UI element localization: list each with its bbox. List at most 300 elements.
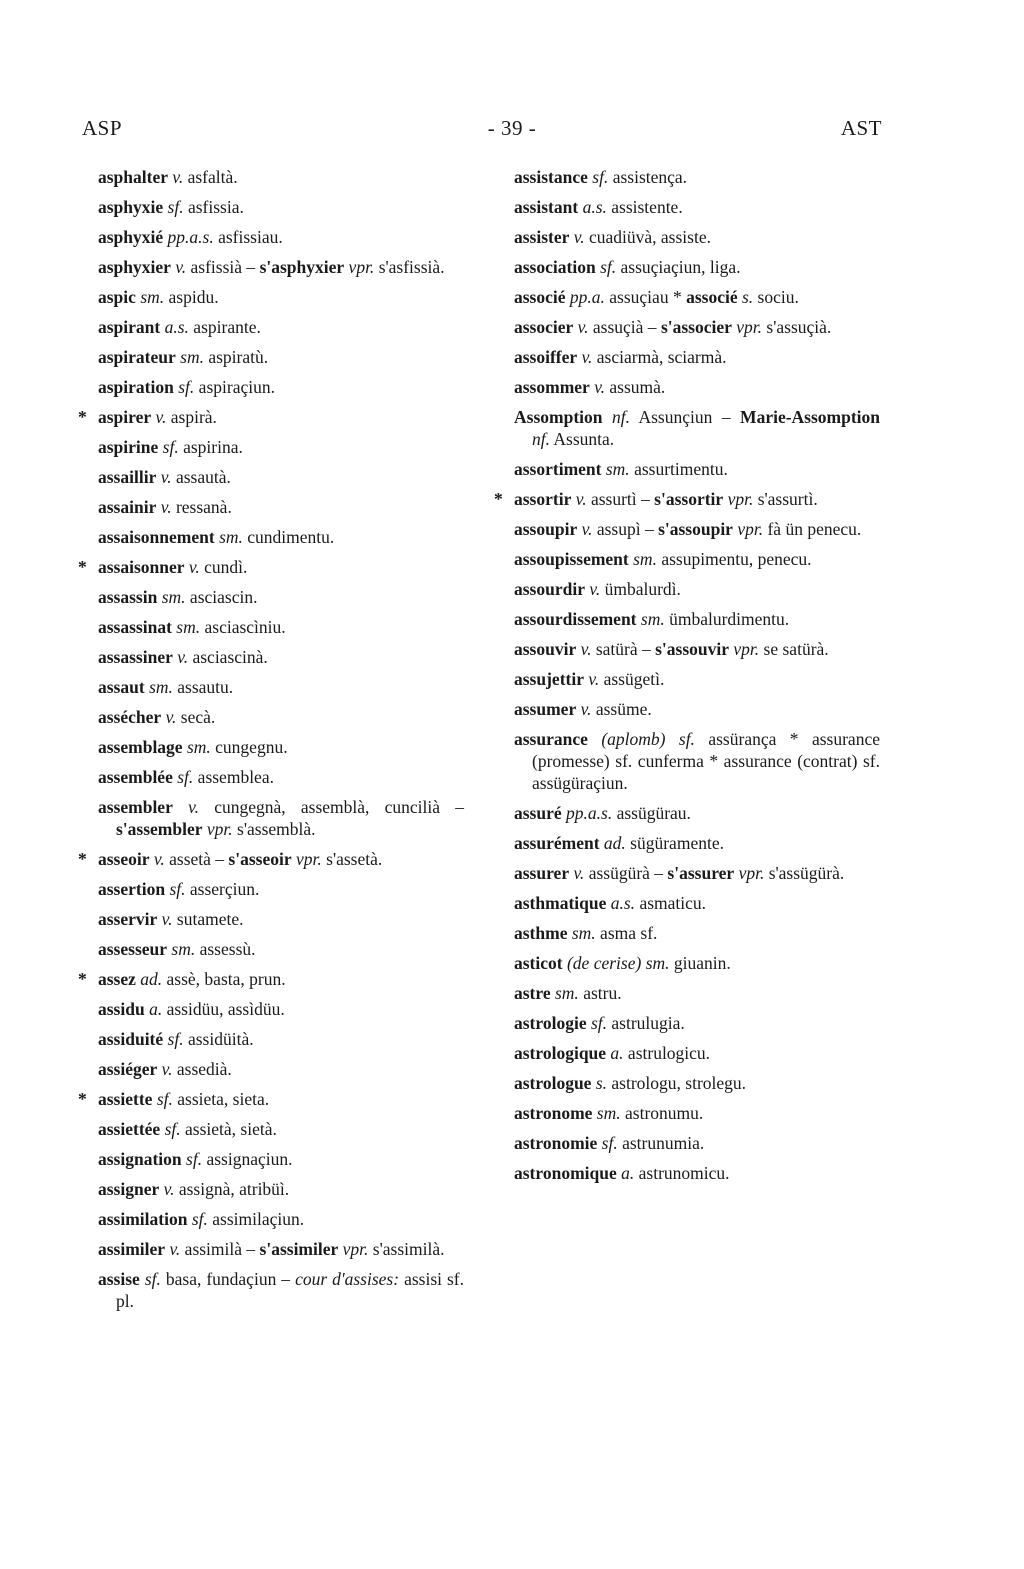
dictionary-entry [80,1208,464,1230]
entry-hw: assujettir [514,669,584,689]
entry-hw: assigner [98,1179,160,1199]
entry-subtr: s'assügürà. [768,863,845,883]
dictionary-entry [80,286,464,308]
entry-pos: sm. [149,677,173,697]
entry-tr: astrunomicu. [638,1163,730,1183]
dictionary-entry [80,1088,464,1110]
dictionary-entry [496,226,880,248]
entry-sub: Marie-Assomption [740,407,881,427]
entry-tr: assupì – [596,519,654,539]
entry-pos: v. [188,557,200,577]
dictionary-entry [80,736,464,758]
entry-tr: asciascìniu. [204,617,286,637]
entry-pos: v. [577,317,589,337]
dictionary-entry [496,518,880,540]
entry-pos: sf. [592,167,609,187]
entry-hw: astre [514,983,551,1003]
entry-pos: ad. [140,969,163,989]
entry-tr: astru. [583,983,622,1003]
entry-pos: v. [153,849,165,869]
dictionary-entry [496,862,880,884]
dictionary-entry [496,1162,880,1184]
entry-subtr: s'assurtì. [757,489,818,509]
dictionary-entry [496,316,880,338]
entry-tr: assautà. [175,467,231,487]
entry-tr: assupimentu, penecu. [661,549,812,569]
entry-subtr: sociu. [757,287,799,307]
entry-hw: asthmatique [514,893,607,913]
entry-subtr: fà ün penecu. [767,519,862,539]
entry-hw: asphyxie [98,197,164,217]
entry-pos: (aplomb) sf. [601,729,695,749]
entry-star: * [78,557,87,577]
entry-tr: ressanà. [175,497,232,517]
entry-pos: nf. [611,407,630,427]
entry-hw: assiéger [98,1059,158,1079]
dictionary-entry [496,638,880,660]
entry-pos: v. [175,257,187,277]
entry-pos: v. [581,519,593,539]
entry-pos: sm. [186,737,211,757]
entry-tr: assuçiau * [609,287,682,307]
entry-hw: assesseur [98,939,168,959]
dictionary-entry [80,1148,464,1170]
entry-star: * [78,849,87,869]
entry-tr: assügetì. [603,669,665,689]
entry-sub: s'assortir [654,489,724,509]
entry-pos: v. [160,497,172,517]
entry-pos: v. [594,377,606,397]
dictionary-entry [496,608,880,630]
entry-hw: assignation [98,1149,182,1169]
entry-pos: sm. [219,527,243,547]
entry-pos: v. [588,669,600,689]
entry-subtr: s'assimilà. [372,1239,445,1259]
dictionary-entry [496,952,880,974]
entry-pos: v. [589,579,601,599]
dictionary-entry [80,998,464,1020]
dictionary-entry [80,1058,464,1080]
entry-hw: Assomption [514,407,603,427]
entry-subpos: vpr. [736,317,763,337]
dictionary-entry [496,196,880,218]
entry-pos: v. [580,699,592,719]
dictionary-entry [80,376,464,398]
entry-star: * [494,489,503,509]
left-column [80,166,464,1320]
dictionary-entry [496,256,880,278]
dictionary-entry [80,1118,464,1140]
entry-tr: assedià. [176,1059,232,1079]
entry-hw: assourdir [514,579,585,599]
entry-tr: assidüità. [187,1029,254,1049]
entry-subtr: Assunta. [553,429,615,449]
entry-sub: s'assoupir [658,519,733,539]
entry-pos: sf. [178,377,195,397]
entry-pos: a. [610,1043,624,1063]
entry-hw: associé [514,287,566,307]
entry-tr: assignà, atribüì. [178,1179,290,1199]
entry-pos: v. [165,707,177,727]
entry-tr: asfissiau. [218,227,283,247]
entry-tr: sügüramente. [630,833,724,853]
entry-subtr: s'asfissià. [378,257,445,277]
entry-pos: sm. [171,939,196,959]
dictionary-entry [80,166,464,188]
dictionary-entry [80,1028,464,1050]
entry-pos: v. [161,1059,173,1079]
entry-tr: cuadiüvà, assiste. [589,227,711,247]
entry-tr: assignaçiun. [206,1149,293,1169]
dictionary-entry [80,1268,464,1312]
entry-hw: astronomique [514,1163,617,1183]
entry-pos: v. [573,227,585,247]
dictionary-entry [80,766,464,788]
entry-subpos: vpr. [348,257,375,277]
entry-tr: cungegnà, assemblà, cuncilià – [214,797,465,817]
dictionary-entry [80,1178,464,1200]
dictionary-entry [80,586,464,608]
dictionary-entry [80,938,464,960]
entry-tr: asciascin. [189,587,258,607]
entry-pos: v. [573,863,585,883]
entry-tr: astrulugia. [611,1013,685,1033]
entry-hw: assez [98,969,136,989]
entry-pos: v. [163,1179,175,1199]
entry-tr: aspiratù. [208,347,269,367]
entry-hw: assourdissement [514,609,637,629]
dictionary-entry [496,1012,880,1034]
entry-tr: satürà – [595,639,651,659]
entry-tr: asfissià – [190,257,256,277]
entry-pos: sm. [605,459,630,479]
entry-tr: assimilà – [184,1239,256,1259]
entry-hw: assumer [514,699,577,719]
entry-hw: astrologue [514,1073,592,1093]
entry-sub: s'assurer [667,863,735,883]
entry-tr: secà. [180,707,216,727]
entry-sub: s'assouvir [655,639,730,659]
entry-subpos: vpr. [206,819,233,839]
dictionary-entry [80,848,464,870]
dictionary-entry [496,1042,880,1064]
dictionary-entry [80,346,464,368]
entry-hw: assassiner [98,647,173,667]
entry-pos: s. [595,1073,608,1093]
entry-hw: assurer [514,863,570,883]
entry-star: * [78,407,87,427]
entry-hw: asphyxier [98,257,171,277]
entry-tr: asserçiun. [189,879,260,899]
entry-tr: cundì. [204,557,248,577]
entry-subpos: vpr. [738,863,765,883]
entry-tr: aspirante. [193,317,261,337]
entry-tr: asma sf. [600,923,658,943]
entry-tr: assurtimentu. [634,459,728,479]
entry-hw: assuré [514,803,562,823]
entry-tr: aspiraçiun. [198,377,275,397]
entry-hw: assaillir [98,467,157,487]
dictionary-entry [496,578,880,600]
entry-pos: sf. [191,1209,208,1229]
entry-star: * [78,969,87,989]
dictionary-entry [496,1132,880,1154]
entry-hw: assister [514,227,570,247]
dictionary-entry [80,436,464,458]
dictionary-entry [80,256,464,278]
entry-hw: assassinat [98,617,172,637]
entry-tr: astrologu, strolegu. [611,1073,747,1093]
entry-pos: (de cerise) sm. [566,953,670,973]
entry-hw: assistance [514,167,588,187]
entry-hw: assaisonnement [98,527,215,547]
entry-sub: s'assembler [116,819,203,839]
entry-tr: assè, basta, prun. [166,969,286,989]
entry-subpos: vpr. [733,639,760,659]
entry-tr: sutamete. [176,909,244,929]
entry-tr: assürança * assurance (promesse) sf. cunferma * assurance (contrat) sf. assügüraçiun. [532,729,880,793]
entry-tr: astrulogicu. [627,1043,711,1063]
entry-tr: assüme. [595,699,652,719]
dictionary-entry [496,698,880,720]
entry-sub: associé [686,287,738,307]
dictionary-entry [496,488,880,510]
dictionary-entry [80,646,464,668]
entry-hw: assouvir [514,639,577,659]
entry-pos: a.s. [610,893,636,913]
dictionary-entry [496,668,880,690]
entry-hw: asthme [514,923,568,943]
entry-hw: aspiration [98,377,174,397]
entry-pos: a.s. [164,317,189,337]
dictionary-entry [80,316,464,338]
entry-pos: sf. [590,1013,608,1033]
dictionary-entry [496,1102,880,1124]
dictionary-entry [80,706,464,728]
entry-tr: asfaltà. [187,167,238,187]
entry-hw: asseoir [98,849,150,869]
entry-sub: s'asseoir [228,849,292,869]
entry-hw: assembler [98,797,173,817]
entry-tr: ümbalurdì. [604,579,681,599]
entry-pos: sf. [164,1119,181,1139]
dictionary-entry [80,796,464,840]
entry-pos: sf. [156,1089,173,1109]
entry-tr: assügürau. [616,803,691,823]
dictionary-entry [496,458,880,480]
entry-pos: v. [160,467,172,487]
dictionary-entry [80,1238,464,1260]
entry-pos: pp.a.s. [167,227,214,247]
entry-tr: basa, fundaçiun – [165,1269,291,1289]
entry-pos: v. [172,167,184,187]
entry-tr: assurtì – [590,489,650,509]
entry-tr: Assunçiun – [638,407,731,427]
entry-pos: v. [177,647,189,667]
page-number: - 39 - [487,116,537,140]
entry-sub: s'assimiler [259,1239,339,1259]
entry-tr: assessù. [199,939,256,959]
entry-pos: sm. [554,983,579,1003]
entry-pos: sf. [600,257,617,277]
entry-tr: assügürà – [588,863,664,883]
entry-subpos: vpr. [727,489,754,509]
entry-tr: asmaticu. [639,893,707,913]
entry-hw: assistant [514,197,579,217]
entry-tr: asciarmà, sciarmà. [596,347,727,367]
entry-subtr: s'assuçià. [766,317,832,337]
dictionary-entry [496,1072,880,1094]
entry-hw: assommer [514,377,590,397]
entry-hw: astrologique [514,1043,607,1063]
dictionary-entry [80,526,464,548]
entry-pos: v. [161,909,173,929]
entry-subtr: assisi sf. pl. [116,1269,465,1311]
entry-tr: aspidu. [168,287,219,307]
entry-pos: sf. [177,767,194,787]
entry-sub: s'associer [660,317,732,337]
entry-hw: assoupissement [514,549,629,569]
entry-pos: v. [581,347,593,367]
entry-tr: assistença. [612,167,688,187]
entry-hw: assoiffer [514,347,578,367]
entry-subpos: cour d'assises: [295,1269,400,1289]
dictionary-entry [496,832,880,854]
entry-tr: assuçià – [592,317,657,337]
entry-tr: ümbalurdimentu. [669,609,790,629]
entry-pos: v. [155,407,167,427]
entry-pos: sf. [169,879,186,899]
entry-hw: assertion [98,879,166,899]
entry-tr: astronumu. [625,1103,704,1123]
entry-tr: assistente. [611,197,683,217]
dictionary-entry [496,802,880,824]
entry-subtr: s'assetà. [326,849,383,869]
entry-hw: assiduité [98,1029,164,1049]
dictionary-entry [496,286,880,308]
entry-pos: sm. [633,549,657,569]
dictionary-entry [80,908,464,930]
entry-hw: asphyxié [98,227,164,247]
entry-pos: v. [188,797,199,817]
entry-hw: astrologie [514,1013,587,1033]
entry-hw: assimilation [98,1209,188,1229]
dictionary-entry [496,548,880,570]
entry-tr: giuanin. [673,953,731,973]
entry-hw: assise [98,1269,140,1289]
entry-subpos: s. [741,287,754,307]
entry-hw: aspirine [98,437,159,457]
entry-pos: sm. [180,347,204,367]
entry-pos: sf. [167,197,184,217]
dictionary-entry [496,922,880,944]
entry-hw: assortiment [514,459,602,479]
entry-tr: assimilaçiun. [212,1209,305,1229]
entry-hw: association [514,257,596,277]
entry-subpos: vpr. [737,519,764,539]
entry-pos: v. [580,639,592,659]
right-column [496,166,880,1192]
running-head-left: ASP [82,116,123,140]
entry-pos: sm. [571,923,596,943]
entry-tr: assumà. [609,377,666,397]
dictionary-entry [80,676,464,698]
entry-tr: assuçiaçiun, liga. [620,257,741,277]
entry-pos: sf. [186,1149,203,1169]
entry-subtr: se satürà. [763,639,829,659]
entry-pos: sm. [161,587,186,607]
dictionary-entry [80,466,464,488]
entry-hw: asservir [98,909,158,929]
entry-pos: sm. [176,617,201,637]
dictionary-entry [80,196,464,218]
dictionary-entry [80,878,464,900]
dictionary-entry [496,982,880,1004]
entry-pos: a.s. [582,197,607,217]
entry-pos: v. [575,489,587,509]
entry-pos: sm. [140,287,165,307]
dictionary-entry [80,968,464,990]
entry-pos: sf. [144,1269,161,1289]
dictionary-entry [80,406,464,428]
entry-hw: assemblée [98,767,173,787]
dictionary-entry [496,892,880,914]
entry-tr: assietà, sietà. [185,1119,277,1139]
entry-pos: pp.a.s. [566,803,613,823]
entry-pos: v. [169,1239,181,1259]
entry-hw: assiette [98,1089,153,1109]
entry-hw: assoupir [514,519,578,539]
entry-pos: a. [621,1163,635,1183]
entry-hw: assidu [98,999,145,1019]
entry-tr: assautu. [177,677,234,697]
entry-subtr: s'assemblà. [237,819,316,839]
dictionary-entry [496,346,880,368]
dictionary-entry [496,728,880,794]
entry-sub: s'asphyxier [259,257,345,277]
entry-tr: aspirina. [183,437,243,457]
entry-tr: asciascinà. [192,647,268,667]
entry-tr: cundimentu. [247,527,335,547]
entry-pos: sf. [167,1029,184,1049]
entry-hw: assortir [514,489,572,509]
entry-hw: astronomie [514,1133,598,1153]
entry-hw: assimiler [98,1239,166,1259]
entry-hw: assaut [98,677,145,697]
entry-hw: assécher [98,707,162,727]
entry-hw: aspirer [98,407,152,427]
entry-pos: a. [149,999,163,1019]
entry-hw: assemblage [98,737,183,757]
entry-subpos: vpr. [296,849,322,869]
dictionary-entry [80,496,464,518]
entry-tr: astrunumia. [622,1133,705,1153]
entry-hw: assiettée [98,1119,161,1139]
entry-tr: assidüu, assìdüu. [166,999,285,1019]
entry-hw: assurance [514,729,588,749]
entry-hw: assurément [514,833,600,853]
entry-tr: assemblea. [197,767,274,787]
entry-hw: asphalter [98,167,168,187]
entry-hw: assainir [98,497,157,517]
entry-tr: assieta, sieta. [177,1089,270,1109]
entry-pos: ad. [603,833,626,853]
entry-hw: associer [514,317,574,337]
entry-hw: aspic [98,287,136,307]
dictionary-entry [496,166,880,188]
entry-hw: assassin [98,587,158,607]
entry-tr: aspirà. [170,407,217,427]
